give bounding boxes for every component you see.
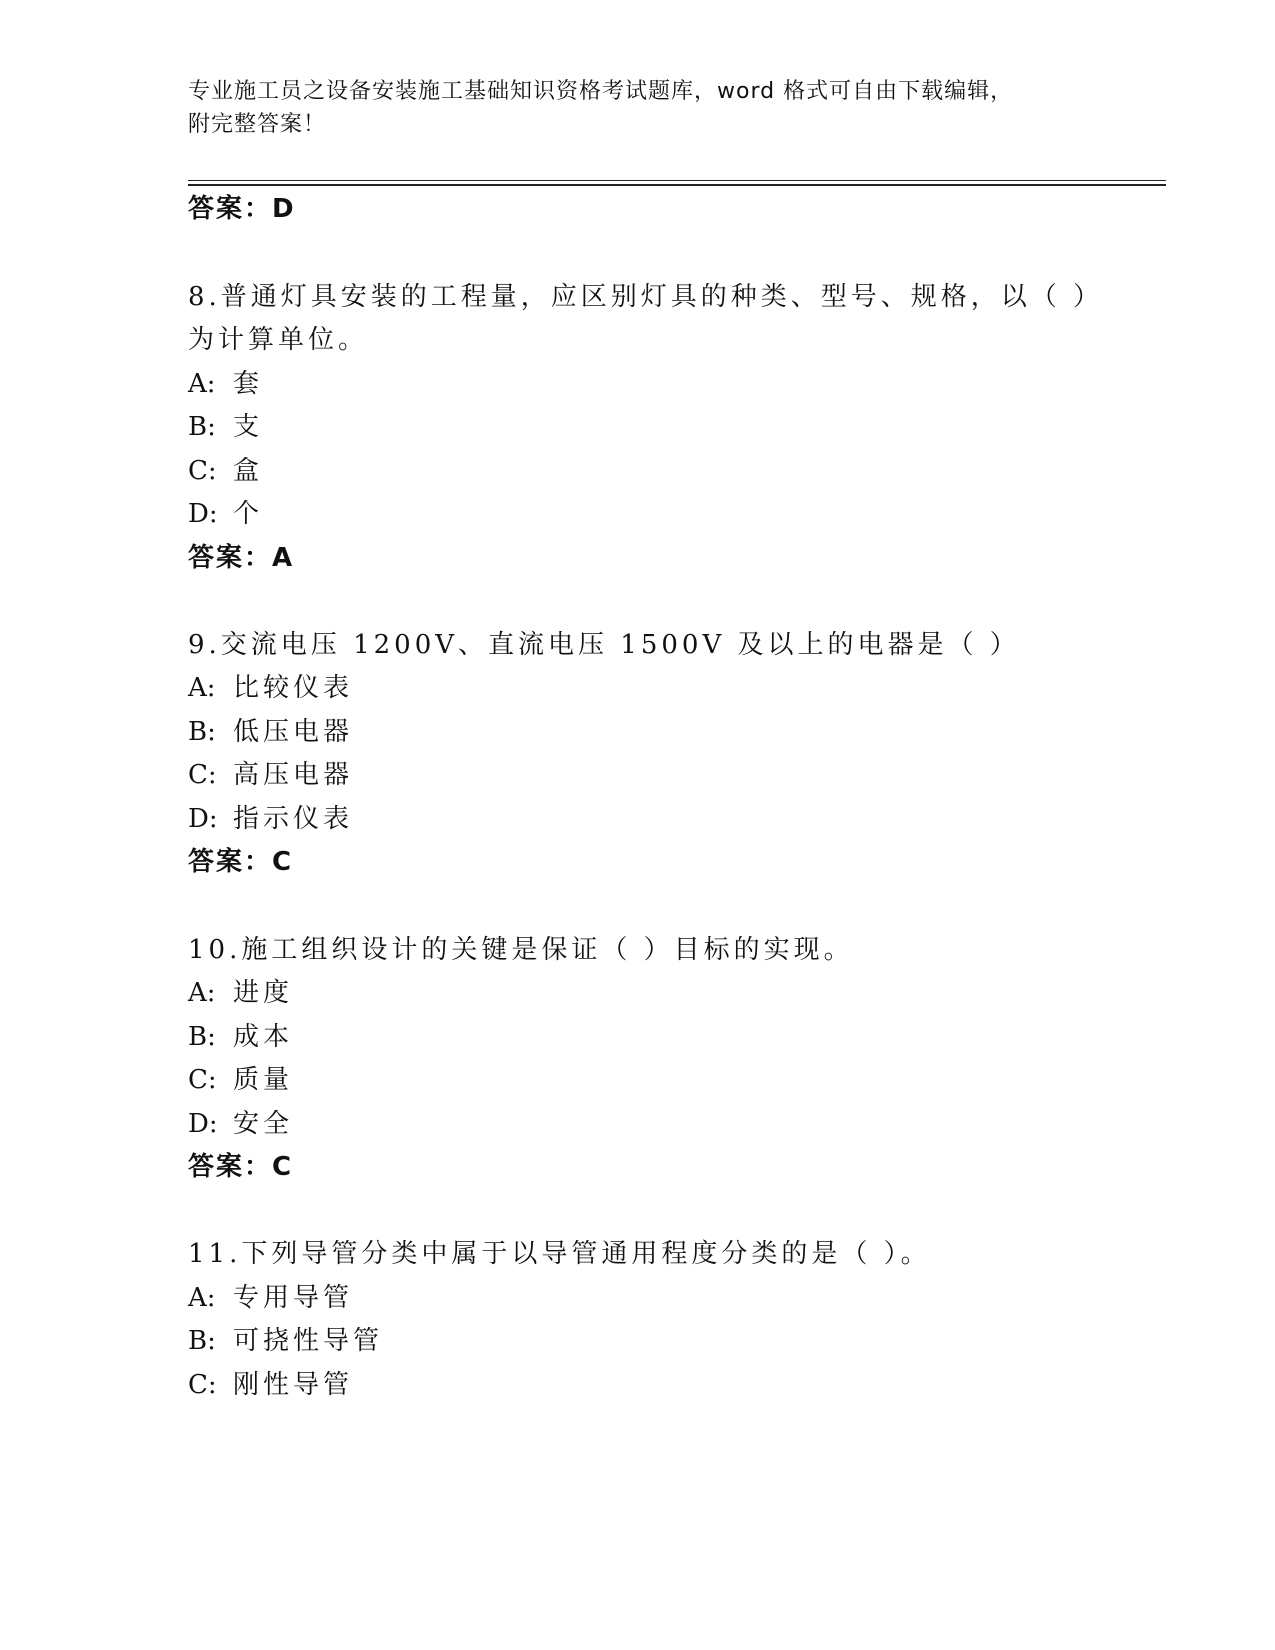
option-letter: A: [188,369,216,399]
option-text: 支 [233,412,264,442]
option-text: 质量 [233,1065,294,1095]
header-line-1: 专业施工员之设备安装施工基础知识资格考试题库，word 格式可自由下载编辑， [188,79,1014,104]
option-text: 比较仪表 [233,673,354,703]
option-text: 专用导管 [233,1283,354,1313]
option-letter: C: [188,456,217,486]
option-line [188,972,293,1009]
option-letter: D: [188,499,218,529]
option-letter: D: [188,804,218,834]
option-line [188,406,263,443]
header-divider-thick [188,184,1166,186]
option-text: 套 [233,369,264,399]
option-text: 个 [233,499,264,529]
option-letter: D: [188,1109,218,1139]
option-line [188,493,263,530]
option-line [188,1059,293,1096]
question-stem: 8.普通灯具安装的工程量，应区别灯具的种类、型号、规格，以（ ） [188,282,1104,312]
option-line [188,711,353,748]
option-line [188,363,263,400]
option-letter: A: [188,978,216,1008]
option-letter: B: [188,1326,216,1356]
option-line [188,1364,353,1401]
option-line [188,754,353,791]
option-letter: C: [188,1370,217,1400]
option-text: 刚性导管 [233,1370,354,1400]
answer-line: 答案：A [188,543,295,573]
option-text: 成本 [233,1022,294,1052]
option-letter: B: [188,1022,216,1052]
answer-line: 答案：D [188,194,296,224]
option-line [188,798,353,835]
question-stem: 11.下列导管分类中属于以导管通用程度分类的是（ ）。 [188,1239,931,1269]
option-line [188,1016,293,1053]
question-stem: 9.交流电压 1200V、直流电压 1500V 及以上的电器是（ ） [188,630,1020,660]
question-stem-continued: 为计算单位。 [188,325,369,355]
option-text: 可挠性导管 [233,1326,384,1356]
option-line [188,667,353,704]
option-text: 高压电器 [233,760,354,790]
option-line [188,1320,383,1357]
header-divider-thin [188,180,1166,181]
question-stem: 10.施工组织设计的关键是保证（ ）目标的实现。 [188,935,854,965]
document-header [188,75,1088,141]
option-text: 指示仪表 [233,804,354,834]
option-letter: B: [188,717,216,747]
option-line [188,450,263,487]
answer-line: 答案：C [188,1152,294,1182]
option-letter: A: [188,673,216,703]
option-letter: C: [188,1065,217,1095]
option-line [188,1277,353,1314]
option-text: 进度 [233,978,294,1008]
option-letter: A: [188,1283,216,1313]
option-letter: B: [188,412,216,442]
option-line [188,1103,293,1140]
option-text: 盒 [233,456,264,486]
option-letter: C: [188,760,217,790]
answer-line: 答案：C [188,847,294,877]
option-text: 安全 [233,1109,294,1139]
option-text: 低压电器 [233,717,354,747]
header-line-2: 附完整答案！ [188,112,327,137]
